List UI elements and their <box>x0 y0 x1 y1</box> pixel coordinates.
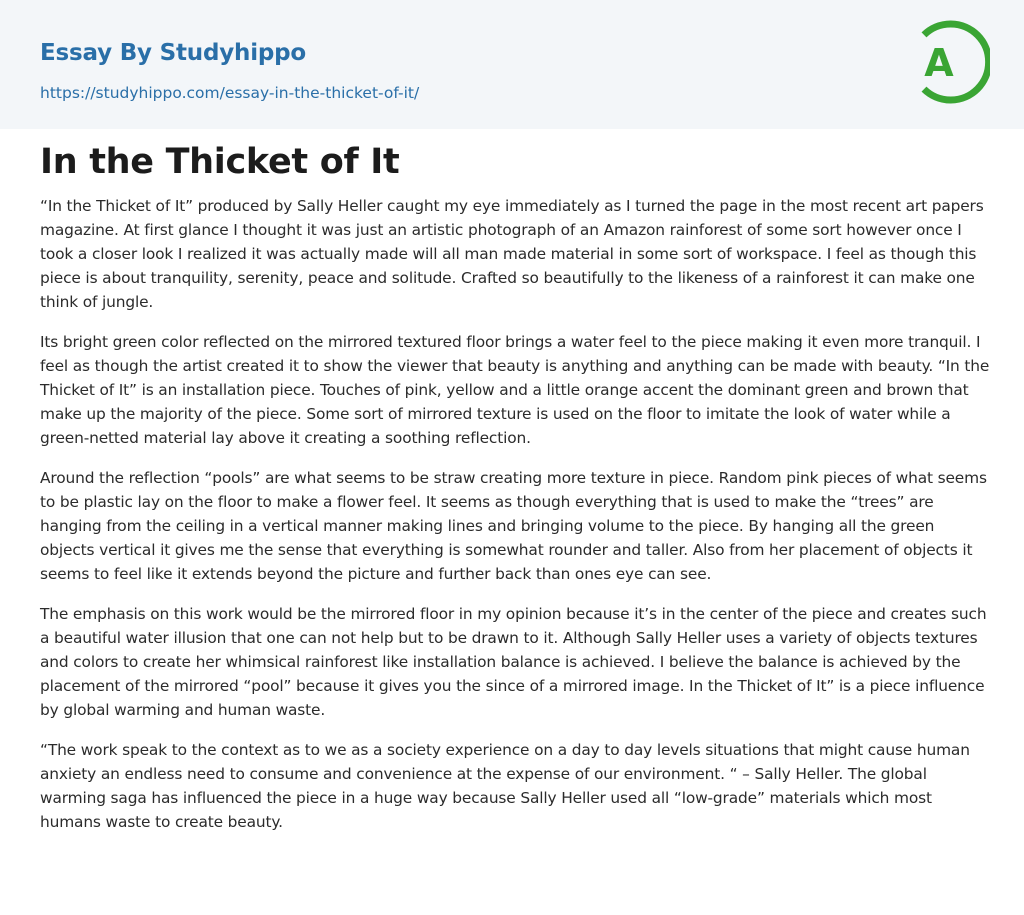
essay-paragraph: “The work speak to the context as to we as a society experience on a day to day levels situations that might cause human anxiety an endless need to consume and convenience at the expense of our environment. “ – Sally Heller. The global warming saga has influenced the piece in a huge way because Sally Heller used all “low-grade” materials which most humans waste to create beauty. <box>40 741 970 831</box>
essay-paragraph: Around the reflection “pools” are what seems to be straw creating more texture in piece. Random pink pieces of what seems to be plastic lay on the floor to make a flower feel. It seems as though everything that is used to make the “trees” are hanging from the ceiling in a vertical manner making lines and bringing volume to the piece. By hanging all the green objects vertical it gives me the sense that everything is somewhat rounder and taller. Also from her placement of objects it seems to feel like it extends beyond the picture and further back than ones eye can see. <box>40 469 987 583</box>
logo-letter: A <box>924 41 954 85</box>
essay-paragraph: The emphasis on this work would be the mirrored floor in my opinion because it’s in the center of the piece and creates such a beautiful water illusion that one can not help but to be drawn to it. Although Sally Heller uses a variety of objects textures and colors to create her whimsical rainforest like installation balance is achieved. I believe the balance is achieved by the placement of the mirrored “pool” because it gives you the since of a mirrored image. In the Thicket of It” is a piece influence by global warming and human waste. <box>40 605 987 719</box>
essay-title: In the Thicket of It <box>40 142 400 182</box>
essay-paragraph: “In the Thicket of It” produced by Sally Heller caught my eye immediately as I turned the page in the most recent art papers magazine. At first glance I thought it was just an artistic photograph of an Amazon rainforest of some sort however once I took a closer look I realized it was actually made will all man made material in some sort of workspace. I feel as though this piece is about tranquility, serenity, peace and solitude. Crafted so beautifully to the likeness of a rainforest it can make one think of jungle. <box>40 197 984 311</box>
studyhippo-logo-icon <box>910 18 990 106</box>
essay-url-link[interactable]: https://studyhippo.com/essay-in-the-thicket-of-it/ <box>40 84 420 102</box>
site-brand: Essay By Studyhippo <box>40 40 307 66</box>
essay-paragraph: Its bright green color reflected on the mirrored textured floor brings a water feel to the piece making it even more tranquil. I feel as though the artist created it to show the viewer that beauty is anything and anything can be made with beauty. “In the Thicket of It” is an installation piece. Touches of pink, yellow and a little orange accent the dominant green and brown that make up the majority of the piece. Some sort of mirrored texture is used on the floor to imitate the look of water while a green-netted material lay above it creating a soothing reflection. <box>40 333 990 447</box>
site-header <box>0 0 1024 129</box>
essay-body <box>40 194 990 850</box>
